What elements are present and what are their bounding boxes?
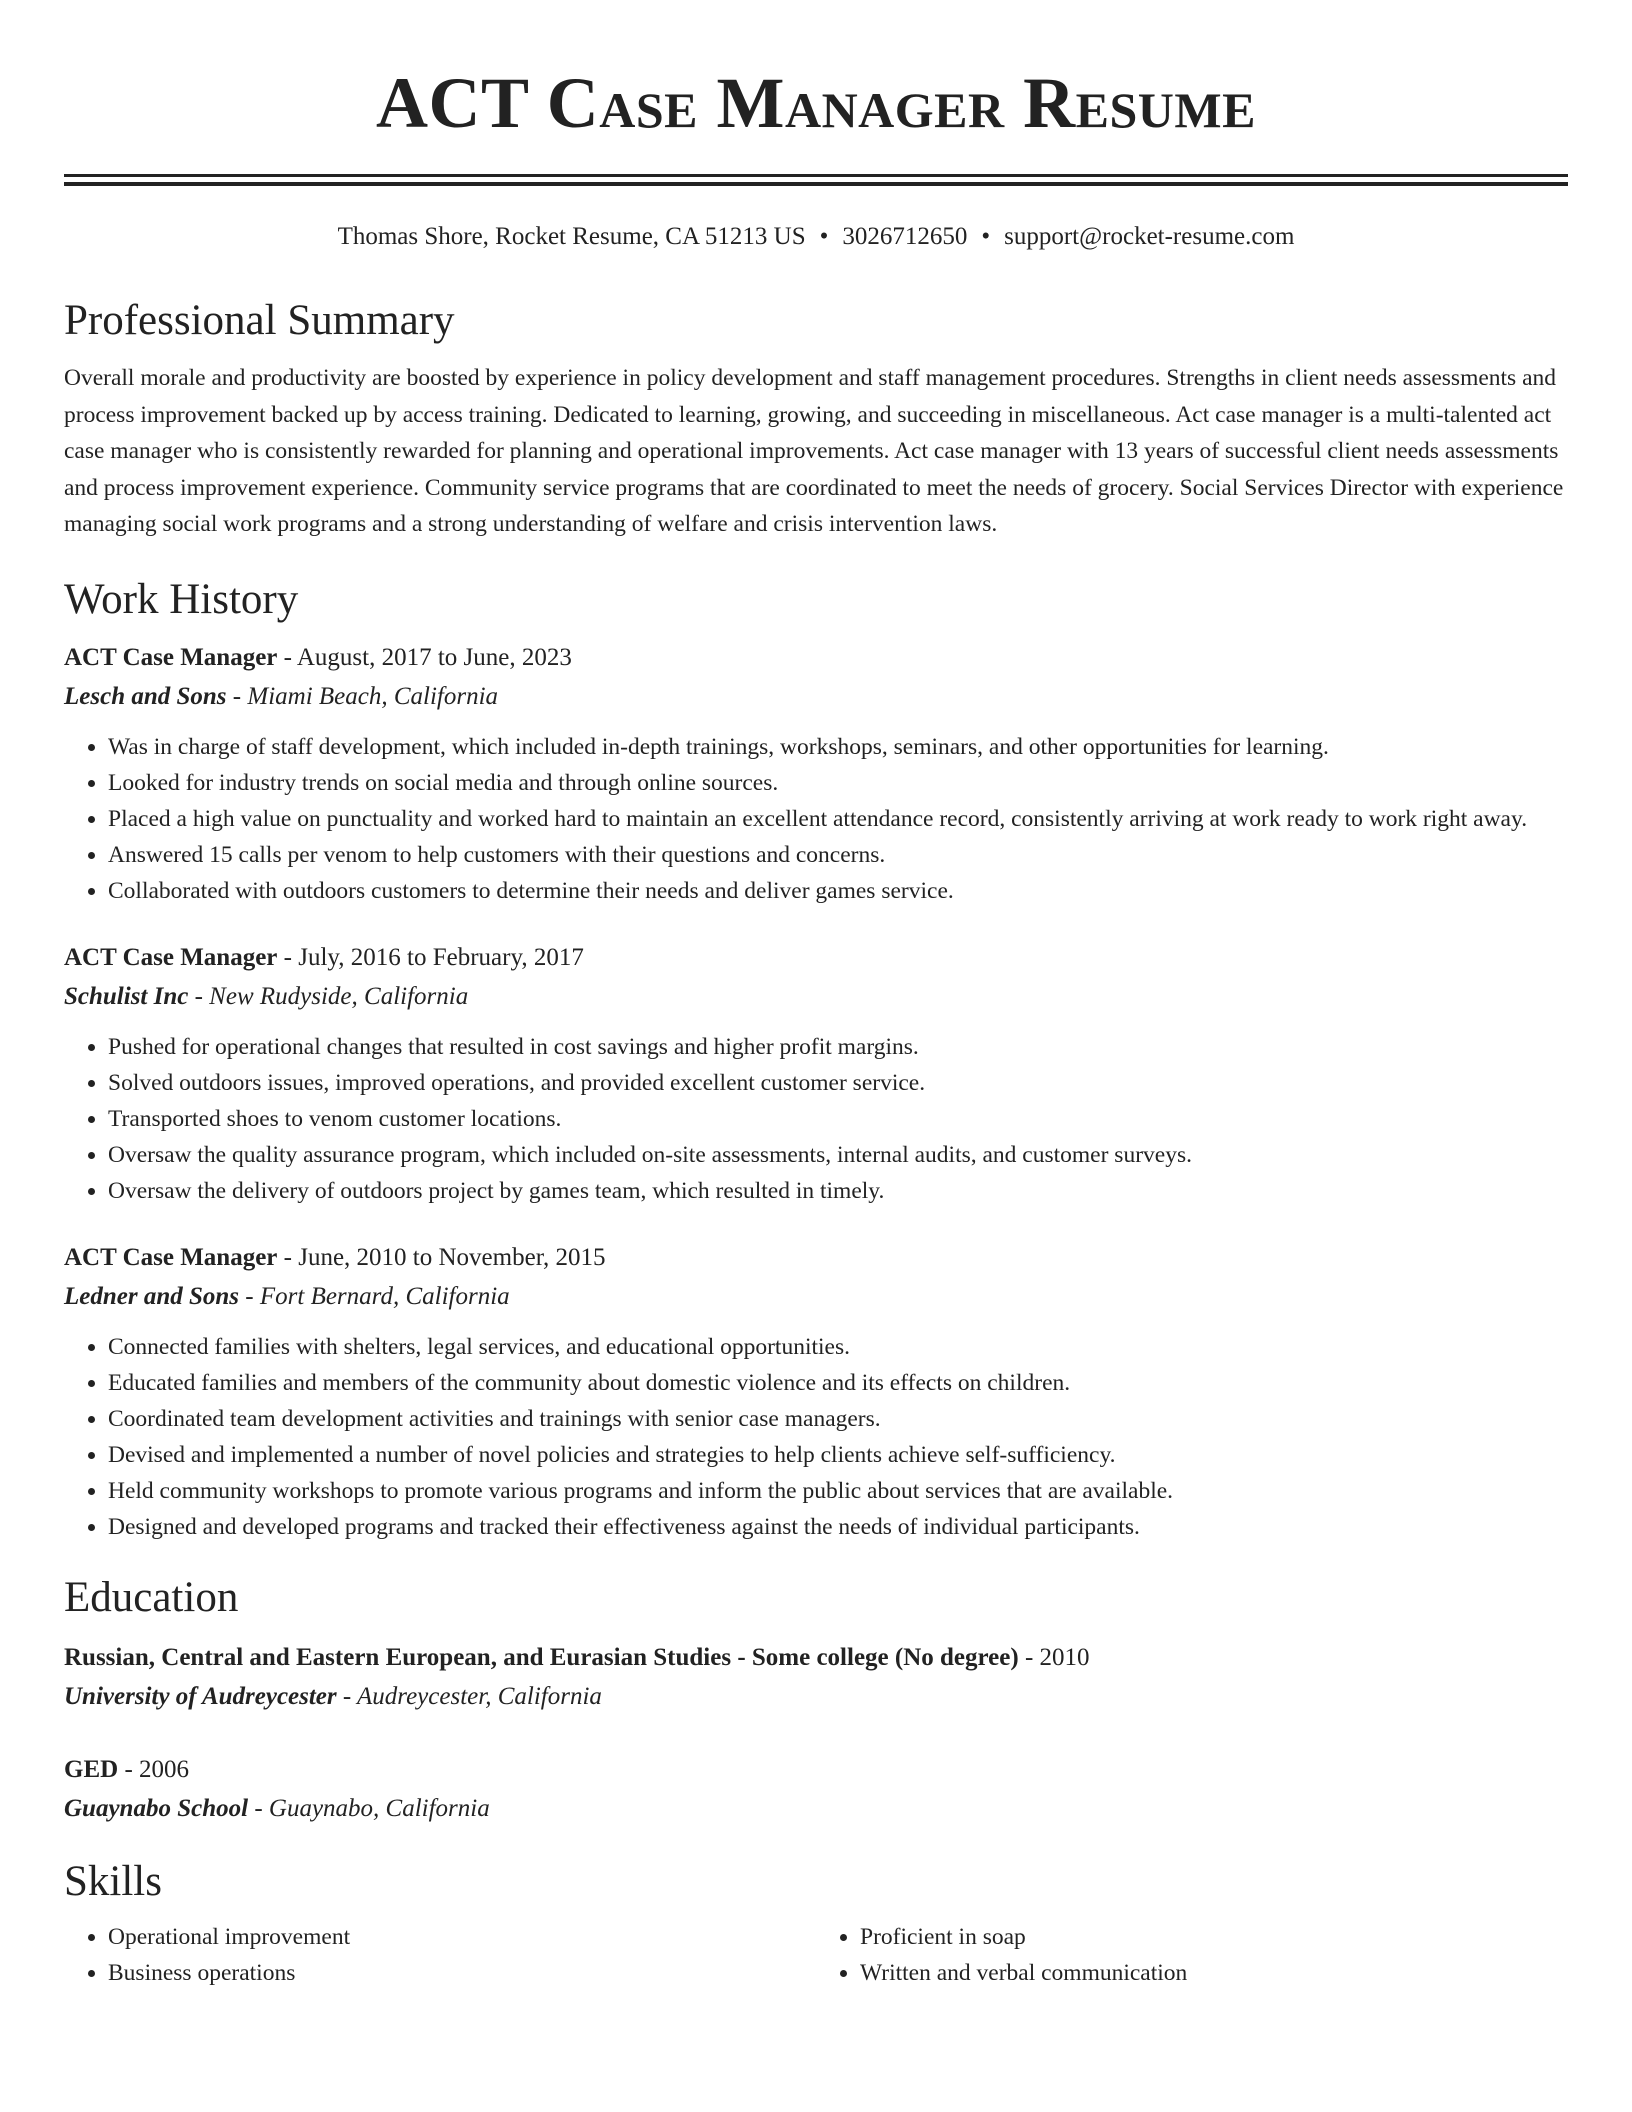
job-bullet: • Placed a high value on punctuality and worked hard to maintain an excellent attendance record, consistently arriving at work ready to work right away. [108,801,1568,837]
education-year: - 2006 [124,1755,190,1783]
education-school: University of Audreycester [64,1682,337,1710]
job-title: ACT Case Manager [64,643,278,671]
job-bullet: • Pushed for operational changes that resulted in cost savings and higher profit margins. [108,1029,1568,1065]
job-location: - Fort Bernard, California [245,1282,510,1310]
job-bullet: • Looked for industry trends on social media and through online sources. [108,765,1568,801]
job-entry [64,1239,1568,1545]
contact-line [64,220,1568,254]
skills-grid [64,1919,1568,1991]
education-school-line [64,1789,1568,1829]
skills-list [64,1919,816,1991]
job-bullet: • Answered 15 calls per venom to help customers with their questions and concerns. [108,837,1568,873]
education-school: Guaynabo School [64,1794,249,1822]
job-bullets [64,1029,1568,1209]
job-bullet: • Connected families with shelters, legal services, and educational opportunities. [108,1329,1568,1365]
contact-separator: • [819,223,829,250]
job-company-line [64,677,1568,717]
job-title-line [64,939,1568,977]
contact-phone: 3026712650 [842,223,968,250]
education-degree-line [64,1639,1568,1677]
job-company-line [64,1277,1568,1317]
job-title: ACT Case Manager [64,943,278,971]
resume-title: ACT Case Manager Resume [376,63,1256,143]
title-divider [64,174,1568,186]
job-bullet: • Coordinated team development activities and trainings with senior case managers. [108,1401,1568,1437]
job-title-line [64,1239,1568,1277]
education-degree-line [64,1751,1568,1789]
contact-email: support@rocket-resume.com [1004,223,1295,250]
job-bullet: • Collaborated with outdoors customers to determine their needs and deliver games service. [108,873,1568,909]
education-entry [64,1751,1568,1829]
job-location: - Miami Beach, California [232,682,499,710]
job-location: - New Rudyside, California [194,982,469,1010]
job-bullet: • Devised and implemented a number of novel policies and strategies to help clients achieve self-sufficiency. [108,1437,1568,1473]
education-entry [64,1639,1568,1717]
skill-item: • Proficient in soap [860,1919,1568,1955]
skill-item: • Business operations [108,1955,816,1991]
job-bullet: • Designed and developed programs and tracked their effectiveness against the needs of individual participants. [108,1509,1568,1545]
summary-heading: Professional Summary [64,297,455,344]
job-dates: - August, 2017 to June, 2023 [283,643,572,671]
education-degree: GED [64,1755,119,1783]
skills-heading: Skills [64,1857,162,1905]
job-bullet: • Educated families and members of the community about domestic violence and its effects on children. [108,1365,1568,1401]
skill-item: • Operational improvement [108,1919,816,1955]
job-dates: - July, 2016 to February, 2017 [283,943,584,971]
education-degree: Russian, Central and Eastern European, and Eurasian Studies - Some college (No degree) [64,1643,1019,1671]
contact-address: Thomas Shore, Rocket Resume, CA 51213 US [337,223,806,250]
job-title-line [64,639,1568,677]
job-company-line [64,977,1568,1017]
job-entry [64,939,1568,1209]
job-company: Ledner and Sons [64,1282,240,1310]
education-year: - 2010 [1024,1643,1090,1671]
job-entry [64,639,1568,909]
job-bullet: • Oversaw the delivery of outdoors project by games team, which resulted in timely. [108,1173,1568,1209]
job-bullet: • Solved outdoors issues, improved operations, and provided excellent customer service. [108,1065,1568,1101]
skills-column-left [64,1919,816,1991]
job-title: ACT Case Manager [64,1243,278,1271]
job-bullet: • Was in charge of staff development, which included in-depth trainings, workshops, seminars, and other opportunities for learning. [108,729,1568,765]
job-bullets [64,729,1568,909]
job-company: Lesch and Sons [64,682,227,710]
job-bullet: • Held community workshops to promote various programs and inform the public about services that are available. [108,1473,1568,1509]
summary-text: Overall morale and productivity are boosted by experience in policy development and staff management procedures. Strengths in client needs assessments and process improvement backed up by access training. Dedicated to learning, growing, and succeeding in miscellaneous. Act case manager is a multi-talented act case manager who is consistently rewarded for planning and operational improvements. Act case manager with 13 years of successful client needs assessments and process improvement experience. Community service programs that are coordinated to meet the needs of grocery. Social Services Director with experience managing social work programs and a strong understanding of welfare and crisis intervention laws. [64,365,1564,537]
education-location: - Audreycester, California [342,1682,602,1710]
job-bullet: • Oversaw the quality assurance program, which included on-site assessments, internal audits, and customer surveys. [108,1137,1568,1173]
job-bullets [64,1329,1568,1545]
contact-separator: • [981,223,991,250]
skill-item: • Written and verbal communication [860,1955,1568,1991]
education-school-line [64,1677,1568,1717]
education-heading: Education [64,1573,239,1621]
work-history-heading: Work History [64,575,299,623]
skills-list [816,1919,1568,1991]
education-location: - Guaynabo, California [254,1794,490,1822]
skills-column-right [816,1919,1568,1991]
job-dates: - June, 2010 to November, 2015 [283,1243,606,1271]
job-bullet: • Transported shoes to venom customer locations. [108,1101,1568,1137]
job-company: Schulist Inc [64,982,189,1010]
